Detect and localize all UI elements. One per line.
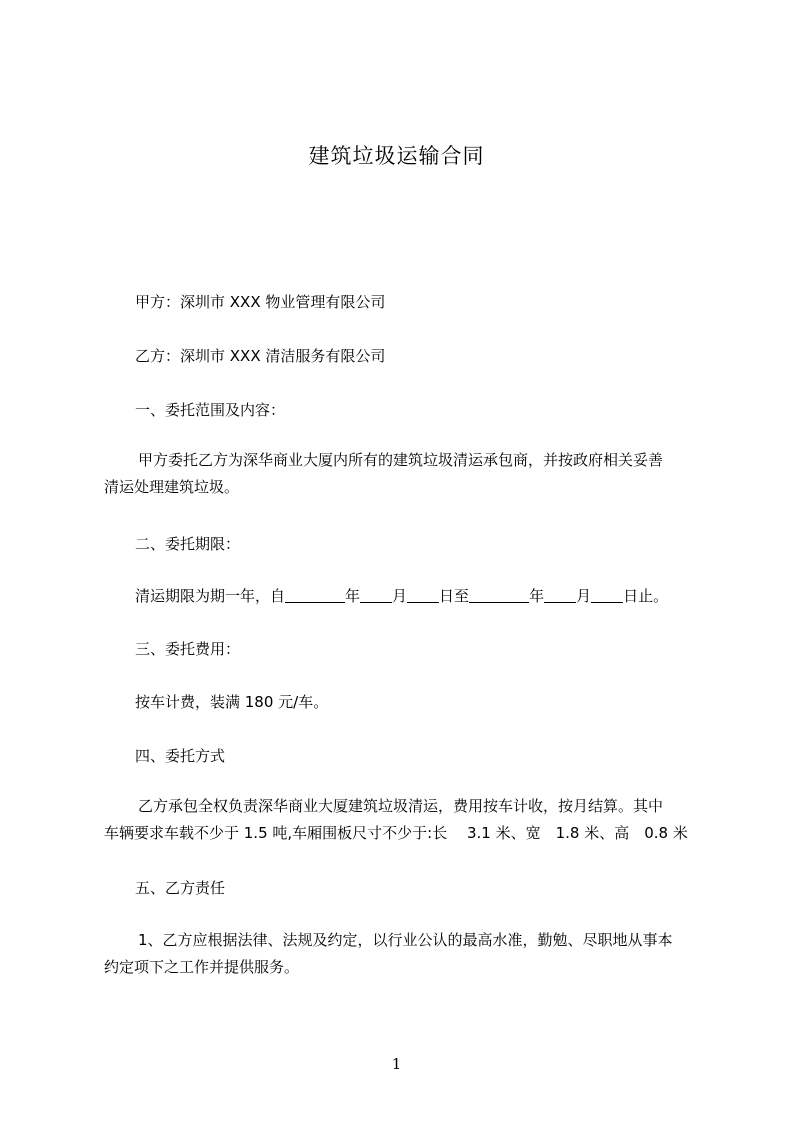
blank-end-month xyxy=(544,588,576,603)
section4-heading: 四、委托方式 xyxy=(135,747,226,765)
page-number: 1 xyxy=(391,1055,402,1073)
section5-item1 xyxy=(104,927,724,981)
party-b: 乙方：深圳市 XXX 清洁服务有限公司 xyxy=(135,347,386,365)
term-prefix: 清运期限为期一年，自 xyxy=(135,587,286,605)
term-day-to: 日至 xyxy=(439,587,470,605)
section4-line1: 乙方承包全权负责深华商业大厦建筑垃圾清运，费用按车计收，按月结算。其中 xyxy=(138,797,664,815)
section4-line2: 车辆要求车载不少于 1.5 吨,车厢围板尺寸不少于:长 3.1 米、宽 1.8 米、高 0.8 米 xyxy=(104,824,688,842)
section1-paragraph xyxy=(104,447,724,501)
document-title: 建筑垃圾运输合同 xyxy=(308,144,485,168)
section2-heading: 二、委托期限： xyxy=(135,535,241,553)
section5-item1-line2: 约定项下之工作并提供服务。 xyxy=(104,958,300,976)
party-a: 甲方：深圳市 XXX 物业管理有限公司 xyxy=(135,293,386,311)
term-line xyxy=(135,585,668,606)
blank-start-day xyxy=(407,588,439,603)
section5-heading: 五、乙方责任 xyxy=(135,879,226,897)
blank-end-day xyxy=(591,588,623,603)
term-year1: 年 xyxy=(345,587,361,605)
term-year2: 年 xyxy=(529,587,545,605)
section4-paragraph xyxy=(104,793,724,847)
section5-item1-line1: 1、乙方应根据法律、法规及约定，以行业公认的最高水准，勤勉、尽职地从事本 xyxy=(138,931,673,949)
section1-heading: 一、委托范围及内容： xyxy=(135,401,286,419)
blank-end-year xyxy=(469,588,529,603)
section3-heading: 三、委托费用： xyxy=(135,640,241,658)
blank-start-month xyxy=(360,588,392,603)
fee-line: 按车计费，装满 180 元/车。 xyxy=(135,693,329,711)
section1-line2: 清运处理建筑垃圾。 xyxy=(104,478,240,496)
term-month1: 月 xyxy=(392,587,408,605)
term-month2: 月 xyxy=(576,587,592,605)
blank-start-year xyxy=(285,588,345,603)
section1-line1: 甲方委托乙方为深华商业大厦内所有的建筑垃圾清运承包商，并按政府相关妥善 xyxy=(138,451,664,469)
term-day-end: 日止。 xyxy=(623,587,669,605)
